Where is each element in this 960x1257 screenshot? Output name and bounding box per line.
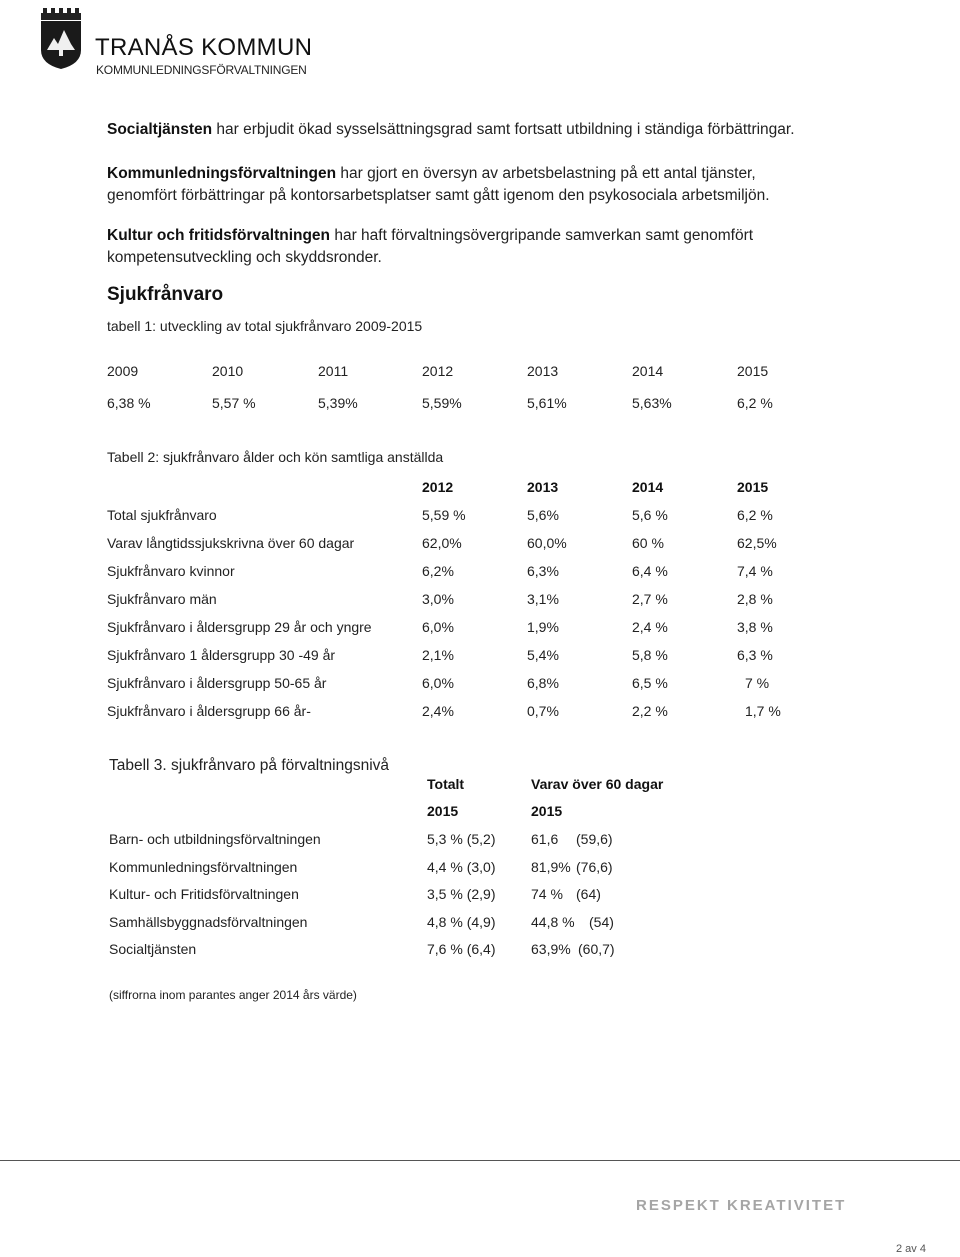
table2-header: 2012 xyxy=(422,479,454,495)
table2-header: 2013 xyxy=(527,479,559,495)
paragraph-text: har gjort en översyn av arbetsbelastning på ett antal tjänster, genomfört förbättringar på kontorsarbetsplatser samt gått igenom den psykosociala arbetsmiljön. xyxy=(107,165,770,204)
table1-year: 2011 xyxy=(318,363,349,379)
table3-over60-prev: (60,7) xyxy=(578,941,615,957)
paragraph-lead: Kommunledningsförvaltningen xyxy=(107,165,337,182)
table3-over60: 44,8 % xyxy=(531,914,575,930)
table2-cell: 1,9% xyxy=(527,619,559,635)
table3-over60: 74 % xyxy=(531,886,563,902)
footer-divider xyxy=(0,1160,960,1161)
table2-cell: 1,7 % xyxy=(745,703,781,719)
table1-year: 2015 xyxy=(737,363,769,379)
table2-header: 2014 xyxy=(632,479,664,495)
table2-cell: 3,8 % xyxy=(737,619,773,635)
table1-value: 5,39% xyxy=(318,395,358,411)
table3-row-label: Socialtjänsten xyxy=(109,941,197,957)
table2-cell: 6,5 % xyxy=(632,675,668,691)
paragraph-text: har haft förvaltningsövergripande samverkan samt genomfört kompetensutveckling och skyddsronder. xyxy=(107,227,754,266)
table3-header: Totalt xyxy=(427,776,465,792)
table1-year: 2013 xyxy=(527,363,559,379)
table2-cell: 2,1% xyxy=(422,647,454,663)
table2-cell: 5,6 % xyxy=(632,507,668,523)
paragraph-lead: Socialtjänsten xyxy=(107,121,213,138)
table3-row-label: Kommunledningsförvaltningen xyxy=(109,859,298,875)
table1-value: 6,2 % xyxy=(737,395,773,411)
footer-slogan: RESPEKT KREATIVITET xyxy=(636,1197,847,1214)
table1-year: 2010 xyxy=(212,363,244,379)
table2-cell: 2,4% xyxy=(422,703,454,719)
table1-year: 2009 xyxy=(107,363,139,379)
table2-cell: 62,0% xyxy=(422,535,462,551)
table2-row-label: Sjukfrånvaro i åldersgrupp 50-65 år xyxy=(107,675,327,691)
table2-cell: 2,4 % xyxy=(632,619,668,635)
table1-caption: tabell 1: utveckling av total sjukfrånvaro 2009-2015 xyxy=(107,318,423,334)
table2-cell: 6,2 % xyxy=(737,507,773,523)
table2-cell: 0,7% xyxy=(527,703,559,719)
table1-value: 6,38 % xyxy=(107,395,151,411)
table2-row-label: Sjukfrånvaro i åldersgrupp 29 år och yngre xyxy=(107,619,372,635)
table3-year: 2015 xyxy=(427,803,459,819)
paragraph-kommunledning xyxy=(107,163,807,207)
table2-caption: Tabell 2: sjukfrånvaro ålder och kön samtliga anställda xyxy=(107,449,444,465)
table2-cell: 2,2 % xyxy=(632,703,668,719)
table1-value: 5,61% xyxy=(527,395,567,411)
table2-row-label: Sjukfrånvaro kvinnor xyxy=(107,563,235,579)
paragraph-socialtjansten xyxy=(107,119,807,141)
table3-row-label: Kultur- och Fritidsförvaltningen xyxy=(109,886,299,902)
table3-caption: Tabell 3. sjukfrånvaro på förvaltningsnivå xyxy=(109,757,390,774)
table2-cell: 6,8% xyxy=(527,675,559,691)
paragraph-kultur xyxy=(107,225,807,269)
page-number: 2 av 4 xyxy=(896,1243,926,1255)
table2-cell: 60,0% xyxy=(527,535,567,551)
table3-over60: 81,9% xyxy=(531,859,571,875)
table2-cell: 6,3 % xyxy=(737,647,773,663)
table3-total: 4,4 % (3,0) xyxy=(427,859,496,875)
table3-header: Varav över 60 dagar xyxy=(531,776,664,792)
section-heading: Sjukfrånvaro xyxy=(107,284,224,305)
table1-value: 5,57 % xyxy=(212,395,256,411)
table2-header: 2015 xyxy=(737,479,769,495)
org-subtitle: KOMMUNLEDNINGSFÖRVALTNINGEN xyxy=(96,63,307,77)
table3-over60-prev: (64) xyxy=(576,886,601,902)
table3-footnote: (siffrorna inom parantes anger 2014 års värde) xyxy=(109,988,357,1002)
table2-row-label: Sjukfrånvaro män xyxy=(107,591,217,607)
table2-cell: 6,2% xyxy=(422,563,454,579)
table2-row-label: Varav långtidssjukskrivna över 60 dagar xyxy=(107,535,355,551)
table2-cell: 60 % xyxy=(632,535,664,551)
table3-total: 4,8 % (4,9) xyxy=(427,914,496,930)
table2-cell: 6,3% xyxy=(527,563,559,579)
table2-cell: 2,7 % xyxy=(632,591,668,607)
table2-row-label: Sjukfrånvaro 1 åldersgrupp 30 -49 år xyxy=(107,647,336,663)
table3-over60: 63,9% xyxy=(531,941,571,957)
table3-over60-prev: (59,6) xyxy=(576,831,613,847)
table3-total: 7,6 % (6,4) xyxy=(427,941,496,957)
table2-row-label: Total sjukfrånvaro xyxy=(107,507,217,523)
paragraph-lead: Kultur och fritidsförvaltningen xyxy=(107,227,331,244)
table2-cell: 7,4 % xyxy=(737,563,773,579)
table2-cell: 5,4% xyxy=(527,647,559,663)
table3-over60-prev: (54) xyxy=(589,914,614,930)
municipal-crest-logo xyxy=(38,8,84,70)
table1-value: 5,63% xyxy=(632,395,672,411)
table3-year: 2015 xyxy=(531,803,563,819)
table3-over60: 61,6 xyxy=(531,831,559,847)
paragraph-text: har erbjudit ökad sysselsättningsgrad samt fortsatt utbildning i ständiga förbättringar. xyxy=(212,121,795,138)
table2-cell: 6,0% xyxy=(422,675,454,691)
table1-value: 5,59% xyxy=(422,395,462,411)
table2-cell: 7 % xyxy=(745,675,770,691)
table2-cell: 5,6% xyxy=(527,507,559,523)
table3-row-label: Samhällsbyggnadsförvaltningen xyxy=(109,914,308,930)
table2-row-label: Sjukfrånvaro i åldersgrupp 66 år- xyxy=(107,703,311,719)
table3-total: 3,5 % (2,9) xyxy=(427,886,496,902)
org-name: TRANÅS KOMMUN xyxy=(95,34,313,61)
table2-cell: 2,8 % xyxy=(737,591,773,607)
table1-year: 2012 xyxy=(422,363,454,379)
table1-year: 2014 xyxy=(632,363,664,379)
table3-over60-prev: (76,6) xyxy=(576,859,613,875)
table3-row-label: Barn- och utbildningsförvaltningen xyxy=(109,831,321,847)
table2-cell: 3,1% xyxy=(527,591,559,607)
table2-cell: 5,59 % xyxy=(422,507,466,523)
table2-cell: 6,4 % xyxy=(632,563,668,579)
table2-cell: 3,0% xyxy=(422,591,454,607)
table2-cell: 6,0% xyxy=(422,619,454,635)
table3-total: 5,3 % (5,2) xyxy=(427,831,496,847)
table2-cell: 62,5% xyxy=(737,535,777,551)
table2-cell: 5,8 % xyxy=(632,647,668,663)
